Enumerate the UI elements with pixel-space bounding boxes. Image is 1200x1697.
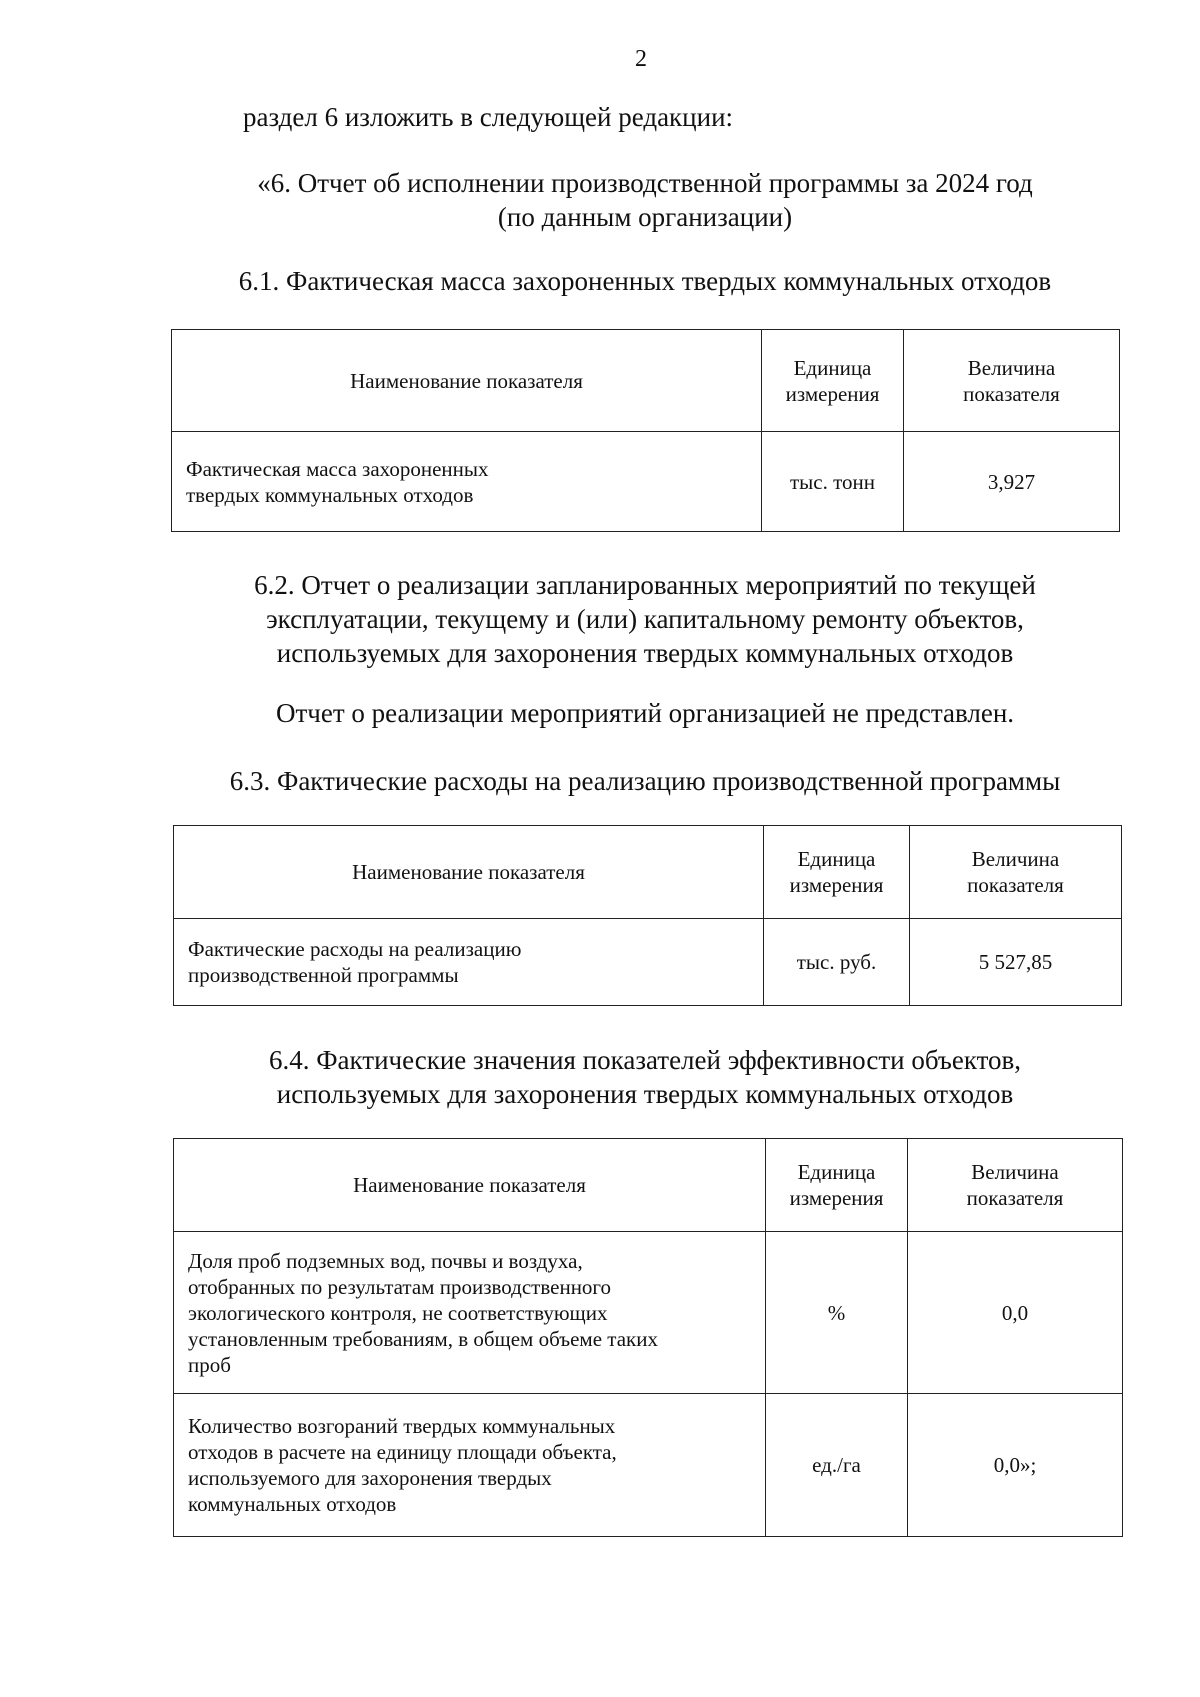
section-6-title-line2: (по данным организации) [497,202,793,232]
section-6-2-title [160,568,1130,670]
header-value [910,826,1122,919]
table-6-4 [173,1138,1123,1537]
header-unit-line1: Единица [793,355,872,380]
row-name-line5: проб [188,1352,231,1377]
row-unit: ед./га [766,1394,908,1537]
row-name-line4: установленным требованиям, в общем объеме таких [188,1326,658,1351]
table-6-1 [171,329,1120,532]
row-value: 3,927 [904,432,1120,532]
table-row [172,432,1120,532]
header-value-line1: Величина [967,355,1056,380]
row-name-line3: экологического контроля, не соответствующих [188,1300,608,1325]
row-name-line2: отобранных по результатам производственного [188,1274,612,1299]
row-value: 5 527,85 [910,919,1122,1006]
section-6-4-title-line1: 6.4. Фактические значения показателей эффективности объектов, [268,1045,1022,1075]
header-value-line2: показателя [966,1186,1064,1210]
table-header-row [174,1139,1123,1232]
page-number: 2 [635,46,647,72]
header-value-line2: показателя [967,873,1064,897]
header-unit [764,826,910,919]
intro-text: раздел 6 изложить в следующей редакции: [243,102,734,132]
header-name: Наименование показателя [174,1139,766,1232]
table-row [174,1394,1123,1537]
header-unit-line2: измерения [785,381,880,406]
row-value: 0,0»; [908,1394,1123,1537]
row-unit: % [766,1232,908,1394]
header-unit [766,1139,908,1232]
header-unit-line2: измерения [789,873,884,897]
row-unit: тыс. тонн [762,432,904,532]
section-6-2-note: Отчет о реализации мероприятий организацией не представлен. [275,698,1015,728]
header-value [904,330,1120,432]
table-row [174,919,1122,1006]
row-name-line4: коммунальных отходов [188,1492,397,1516]
row-name-line1: Фактические расходы на реализацию [188,937,522,961]
row-name-line3: используемого для захоронения твердых [188,1466,552,1490]
header-value-line2: показателя [963,381,1060,406]
header-name: Наименование показателя [174,826,764,919]
header-unit-line1: Единица [797,1160,876,1184]
section-6-2-title-line1: 6.2. Отчет о реализации запланированных мероприятий по текущей [254,570,1036,600]
section-6-title [160,166,1130,234]
header-unit-line1: Единица [797,847,876,871]
row-value: 0,0 [908,1232,1123,1394]
row-name-line1: Доля проб подземных вод, почвы и воздуха, [188,1248,583,1273]
row-name-line2: производственной программы [188,963,459,987]
header-unit [762,330,904,432]
section-6-3-title: 6.3. Фактические расходы на реализацию производственной программы [229,766,1061,796]
section-6-4-title-line2: используемых для захоронения твердых коммунальных отходов [276,1079,1014,1109]
table-row [174,1232,1123,1394]
row-name-line2: твердых коммунальных отходов [186,482,474,507]
section-6-2-title-line2: эксплуатации, текущему и (или) капитальному ремонту объектов, [266,604,1024,634]
row-name-line1: Количество возгораний твердых коммунальных [188,1414,616,1438]
table-6-3 [173,825,1122,1006]
header-unit-line2: измерения [789,1186,884,1210]
section-6-title-line1: «6. Отчет об исполнении производственной программы за 2024 год [257,168,1033,198]
row-name [174,1394,766,1537]
table-header-row [172,330,1120,432]
table-header-row [174,826,1122,919]
header-value-line1: Величина [971,847,1060,871]
row-name [174,919,764,1006]
header-value-line1: Величина [971,1160,1059,1184]
section-6-1-title: 6.1. Фактическая масса захороненных твердых коммунальных отходов [238,266,1052,296]
header-name: Наименование показателя [172,330,762,432]
row-name-line1: Фактическая масса захороненных [186,456,489,481]
section-6-2-title-line3: используемых для захоронения твердых коммунальных отходов [276,638,1014,668]
header-value [908,1139,1123,1232]
row-unit: тыс. руб. [764,919,910,1006]
row-name [174,1232,766,1394]
row-name-line2: отходов в расчете на единицу площади объекта, [188,1440,617,1464]
section-6-4-title [160,1043,1130,1111]
row-name [172,432,762,532]
